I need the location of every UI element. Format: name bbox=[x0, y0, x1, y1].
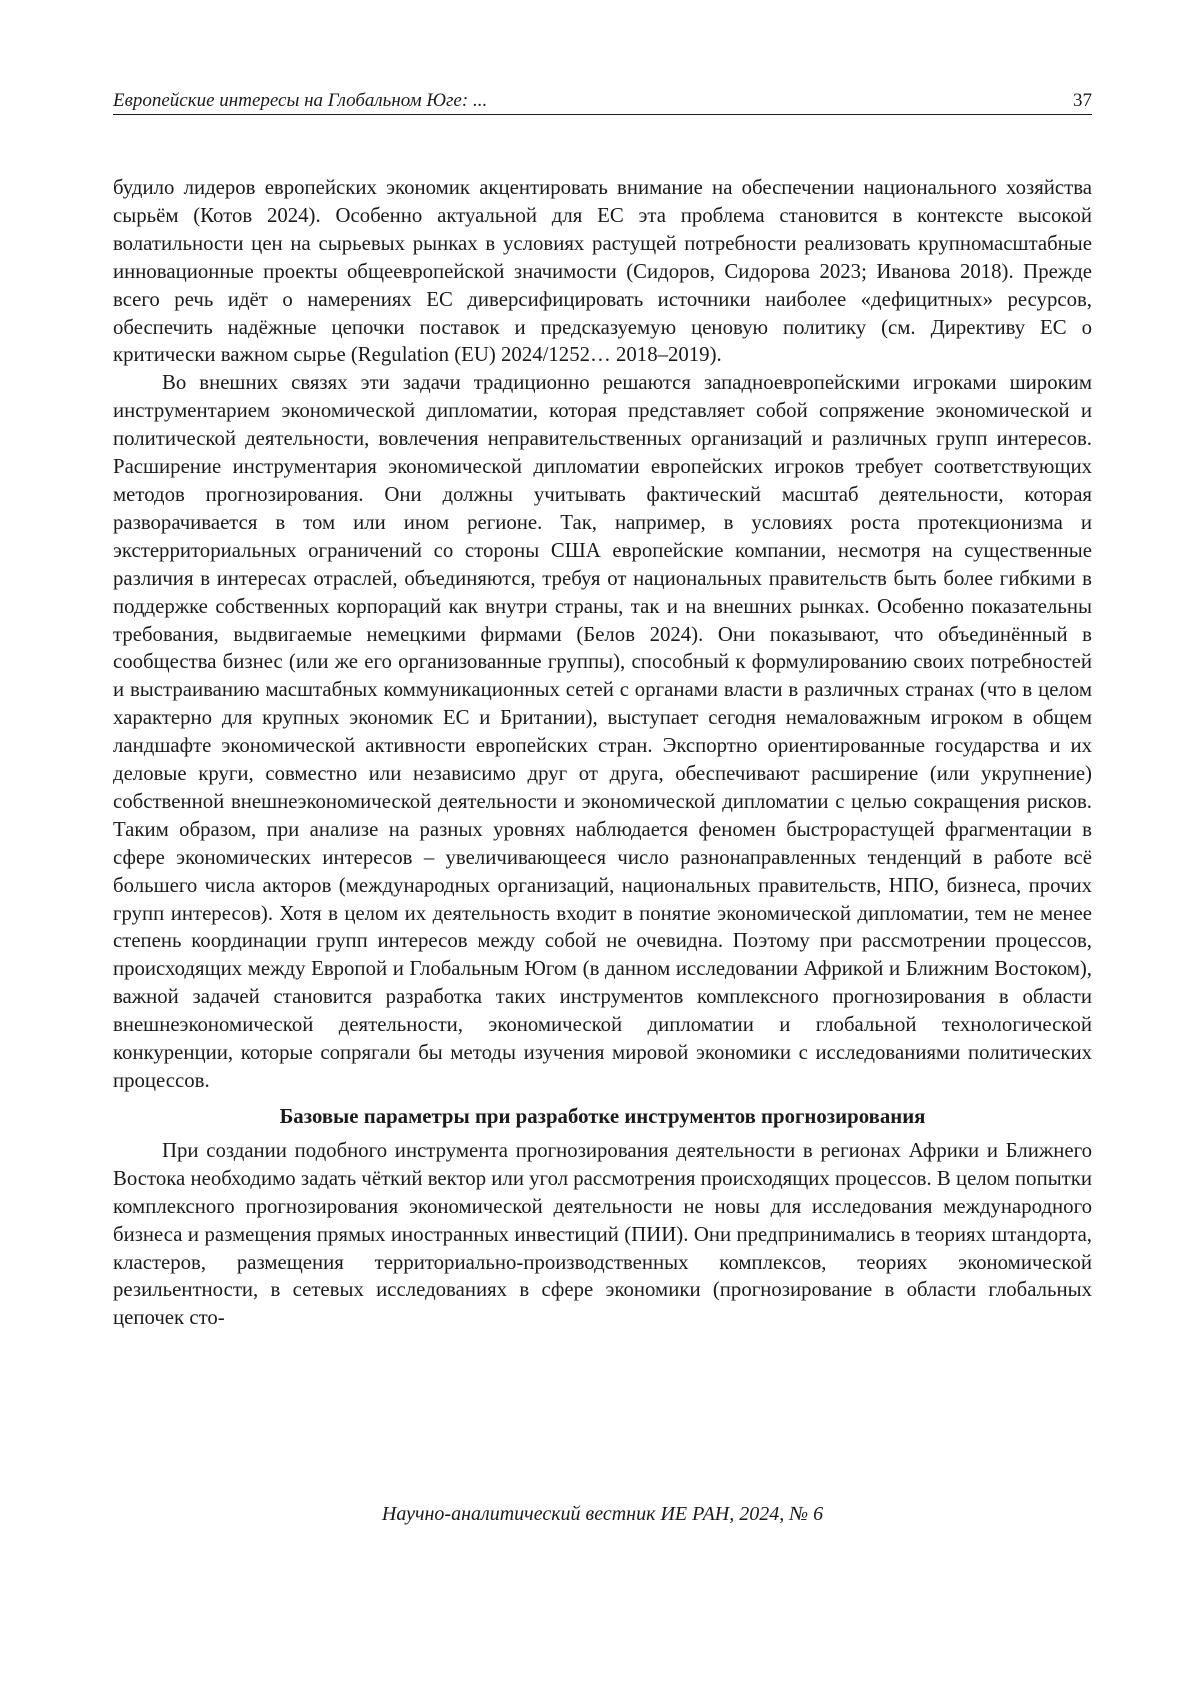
page-number: 37 bbox=[1073, 90, 1092, 111]
paragraph-forecasting: При создании подобного инструмента прогнозирования деятельности в регионах Африки и Ближнего Востока необходимо задать чёткий вектор или угол рассмотрения происходящих процессов. В целом попытки комплексного прогнозирования экономической деятельности не новы для исследования международного бизнеса и размещения прямых иностранных инвестиций (ПИИ). Они предпринимались в теориях штандорта, кластеров, размещения территориально-производственных комплексов, теориях экономической резильентности, в сетевых исследованиях в сфере экономики (прогнозирование в области глобальных цепочек сто- bbox=[113, 1138, 1092, 1330]
running-footer: Научно-аналитический вестник ИЕ РАН, 2024, № 6 bbox=[381, 1503, 824, 1525]
article-body bbox=[113, 174, 1092, 1332]
running-header bbox=[113, 82, 1092, 112]
paragraph-continued: будило лидеров европейских экономик акцентировать внимание на обеспечении национального хозяйства сырьём (Котов 2024). Особенно актуальной для ЕС эта проблема становится в контексте высокой волатильности цен на сырьевых рынках в условиях растущей потребности реализовать крупномасштабные инновационные проекты общеевропейской значимости (Сидоров, Сидорова 2023; Иванова 2018). Прежде всего речь идёт о намерениях ЕС диверсифицировать источники наиболее «дефицитных» ресурсов, обеспечить надёжные цепочки поставок и предсказуемую ценовую политику (см. Директиву ЕС о критически важном сырье (Regulation (EU) 2024/1252… 2018–2019). bbox=[113, 176, 1092, 367]
paragraph-economic-diplomacy: Во внешних связях эти задачи традиционно решаются западноевропейскими игроками широким инструментарием экономической дипломатии, которая представляет собой сопряжение экономической и политической деятельности, вовлечения неправительственных организаций и различных групп интересов. Расширение инструментария экономической дипломатии европейских игроков требует соответствующих методов прогнозирования. Они должны учитывать фактический масштаб деятельности, которая разворачивается в том или ином регионе. Так, например, в условиях роста протекционизма и экстерриториальных ограничений со стороны США европейские компании, несмотря на существенные различия в интересах отраслей, объединяются, требуя от национальных правительств быть более гибкими в поддержке собственных корпораций как внутри страны, так и на внешних рынках. Особенно показательны требования, выдвигаемые немецкими фирмами (Белов 2024). Они показывают, что объединённый в сообщества бизнес (или же его организованные группы), способный к формулированию своих потребностей и выстраиванию масштабных коммуникационных сетей с органами власти в различных странах (что в целом характерно для крупных экономик ЕС и Британии), выступает сегодня немаловажным игроком в общем ландшафте экономической активности европейских стран. Экспортно ориентированные государства и их деловые круги, совместно или независимо друг от друга, обеспечивают расширение (или укрупнение) собственной внешнеэкономической деятельности и экономической дипломатии с целью сокращения рисков. Таким образом, при анализе на разных уровнях наблюдается феномен быстрорастущей фрагментации в сфере экономических интересов – увеличивающееся число разнонаправленных тенденций в работе всё большего числа акторов (международных организаций, национальных правительств, НПО, бизнеса, прочих групп интересов). Хотя в целом их деятельность входит в понятие экономической дипломатии, тем не менее степень координации групп интересов между собой не очевидна. Поэтому при рассмотрении процессов, происходящих между Европой и Глобальным Югом (в данном исследовании Африкой и Ближним Востоком), важной задачей становится разработка таких инструментов комплексного прогнозирования в области внешнеэкономической деятельности, экономической дипломатии и глобальной технологической конкуренции, которые сопрягали бы методы изучения мировой экономики с исследованиями политических процессов. bbox=[113, 371, 1092, 1092]
running-title: Европейские интересы на Глобальном Юге: ... bbox=[113, 90, 488, 111]
header-rule bbox=[113, 114, 1092, 115]
section-heading: Базовые параметры при разработке инструментов прогнозирования bbox=[279, 1104, 926, 1128]
